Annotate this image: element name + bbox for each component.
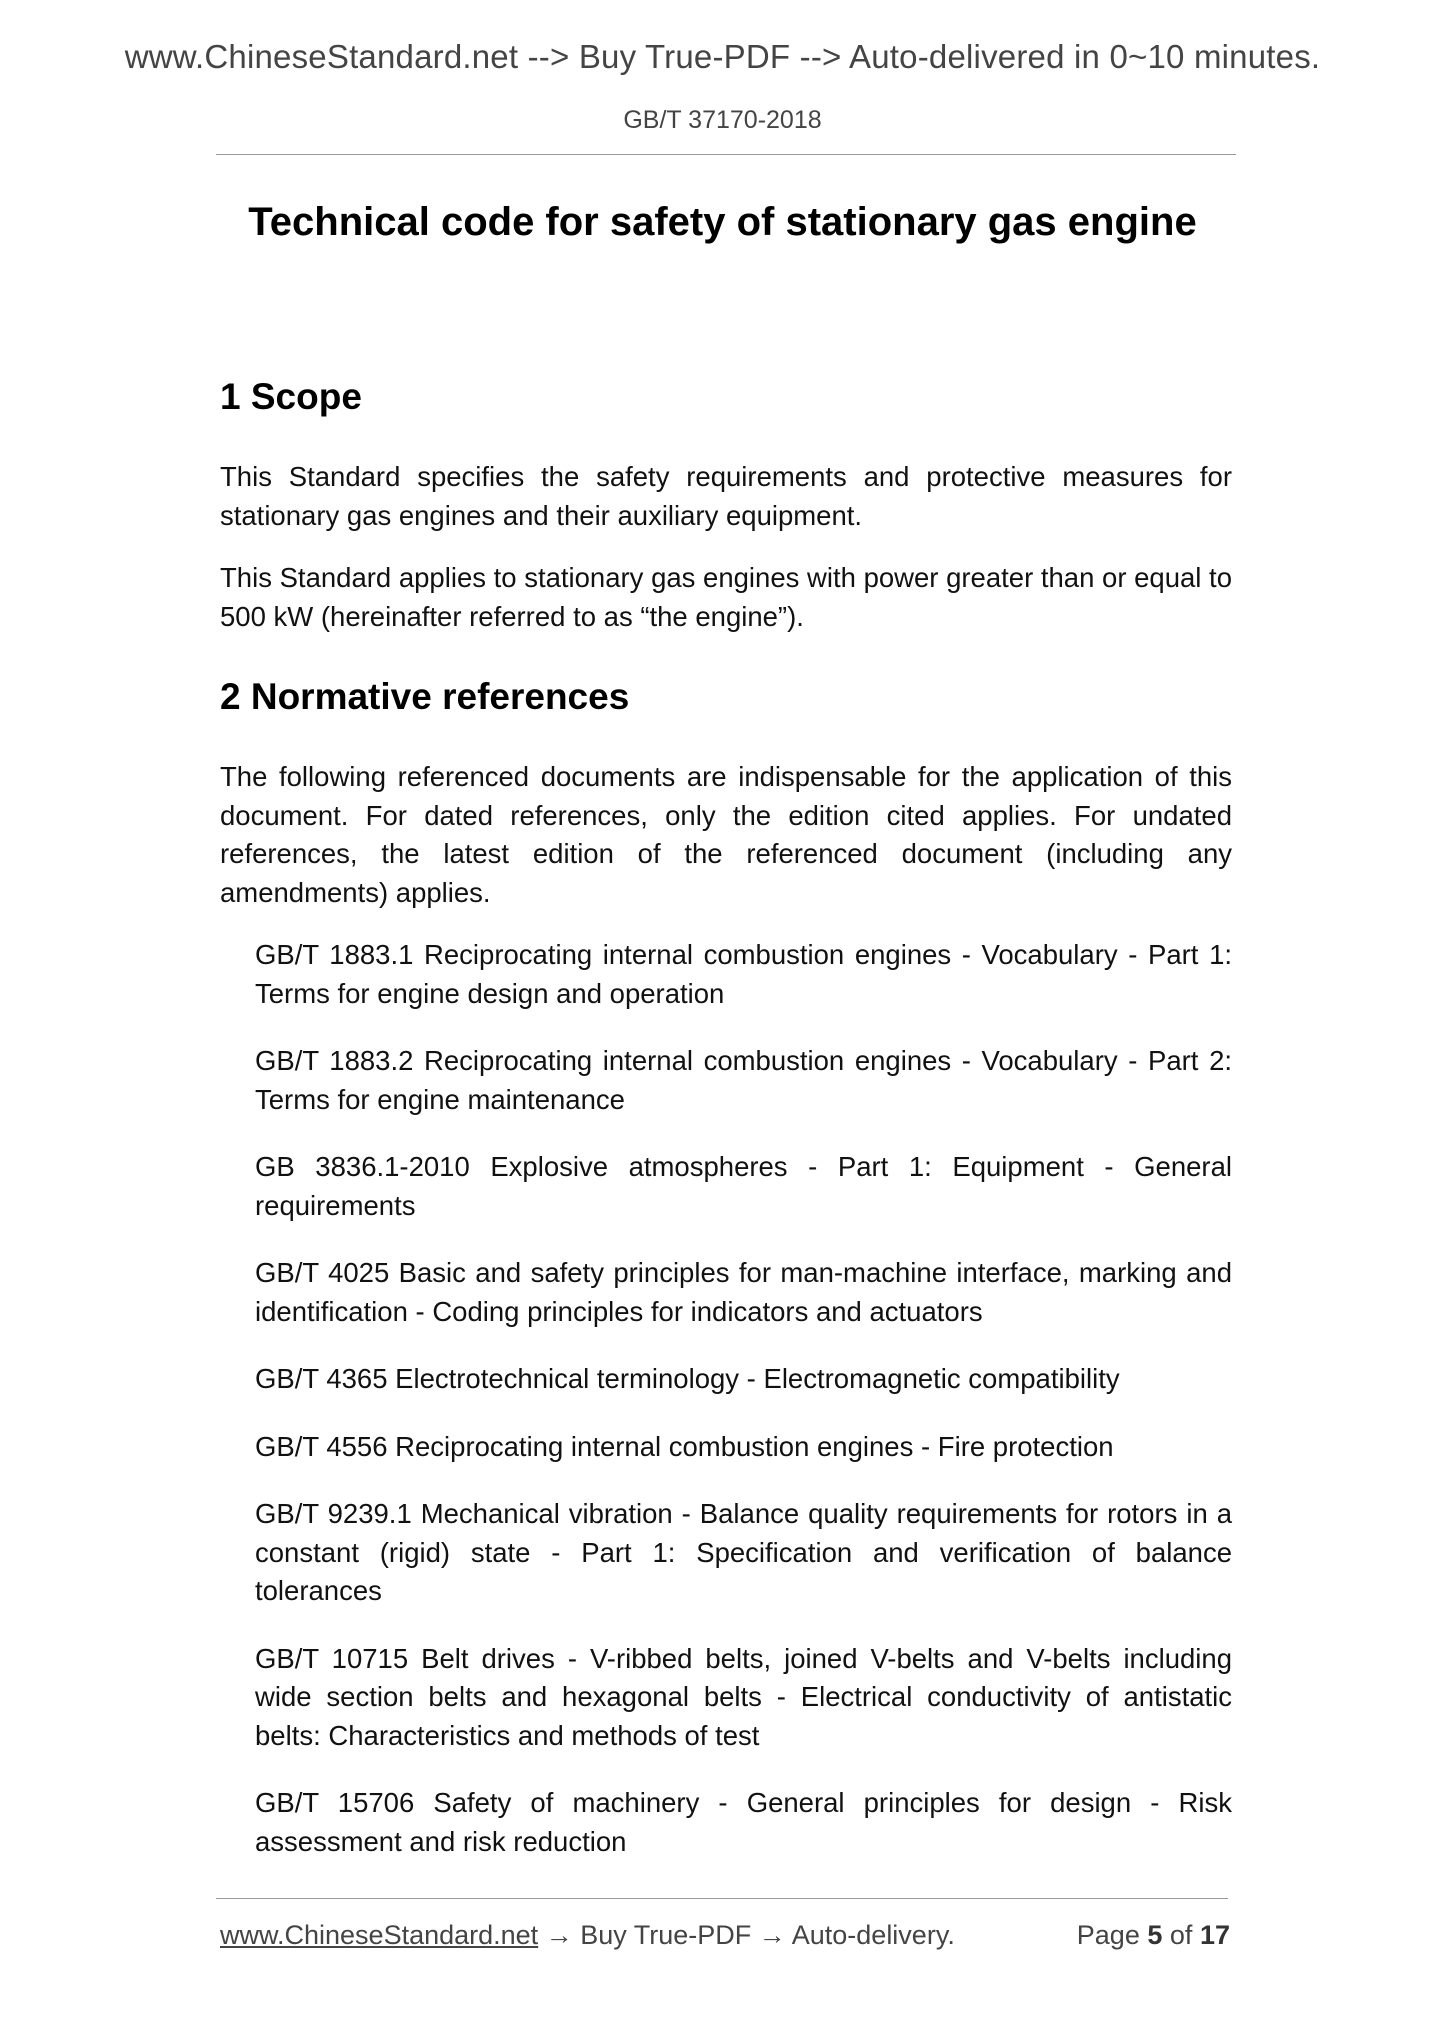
document-title: Technical code for safety of stationary gas engine xyxy=(248,200,1197,244)
reference-item: GB/T 1883.1 Reciprocating internal combustion engines - Vocabulary - Part 1: Terms for engine design and operation xyxy=(255,939,1232,1009)
document-body xyxy=(220,372,1232,1861)
section-heading-normative-references: 2 Normative references xyxy=(220,676,630,717)
page-label: Page xyxy=(1076,1920,1140,1950)
footer-tagline: → Buy True-PDF → Auto-delivery. xyxy=(538,1920,955,1950)
page-number: 5 xyxy=(1147,1920,1163,1950)
standard-code: GB/T 37170-2018 xyxy=(623,106,822,134)
header-divider xyxy=(216,154,1236,155)
total-pages: 17 xyxy=(1199,1920,1230,1950)
section-heading-scope: 1 Scope xyxy=(220,376,362,417)
reference-item: GB 3836.1-2010 Explosive atmospheres - Part 1: Equipment - General requirements xyxy=(255,1151,1232,1221)
reference-item: GB/T 10715 Belt drives - V-ribbed belts, joined V-belts and V-belts including wide section belts and hexagonal belts - Electrical conductivity of antistatic belts: Characteristics and methods of test xyxy=(255,1642,1232,1751)
page-counter xyxy=(1077,1920,1230,1951)
reference-item: GB/T 15706 Safety of machinery - General principles for design - Risk assessment and risk reduction xyxy=(255,1787,1232,1857)
normative-intro-paragraph: The following referenced documents are indispensable for the application of this document. For dated references, only the edition cited applies. For undated references, the latest edition of the referenced document (including any amendments) applies. xyxy=(220,761,1232,908)
reference-item: GB/T 4025 Basic and safety principles for man-machine interface, marking and identification - Coding principles for indicators and actuators xyxy=(255,1257,1232,1327)
reference-item: GB/T 9239.1 Mechanical vibration - Balance quality requirements for rotors in a constant (rigid) state - Part 1: Specification and verification of balance tolerances xyxy=(255,1498,1232,1606)
footer-site-link[interactable]: www.ChineseStandard.net xyxy=(220,1920,539,1950)
reference-item: GB/T 4365 Electrotechnical terminology - Electromagnetic compatibility xyxy=(255,1363,1120,1394)
scope-paragraph: This Standard specifies the safety requirements and protective measures for stationary gas engines and their auxiliary equipment. xyxy=(220,461,1232,531)
site-banner: www.ChineseStandard.net --> Buy True-PDF --> Auto-delivered in 0~10 minutes. xyxy=(124,38,1321,75)
of-label: of xyxy=(1169,1920,1193,1950)
footer-divider xyxy=(216,1898,1228,1899)
footer-promo xyxy=(220,1920,955,1951)
reference-item: GB/T 4556 Reciprocating internal combustion engines - Fire protection xyxy=(255,1430,1114,1462)
scope-paragraph: This Standard applies to stationary gas engines with power greater than or equal to 500 kW (hereinafter referred to as “the engine”). xyxy=(220,562,1232,632)
reference-item: GB/T 1883.2 Reciprocating internal combustion engines - Vocabulary - Part 2: Terms for engine maintenance xyxy=(255,1045,1232,1115)
